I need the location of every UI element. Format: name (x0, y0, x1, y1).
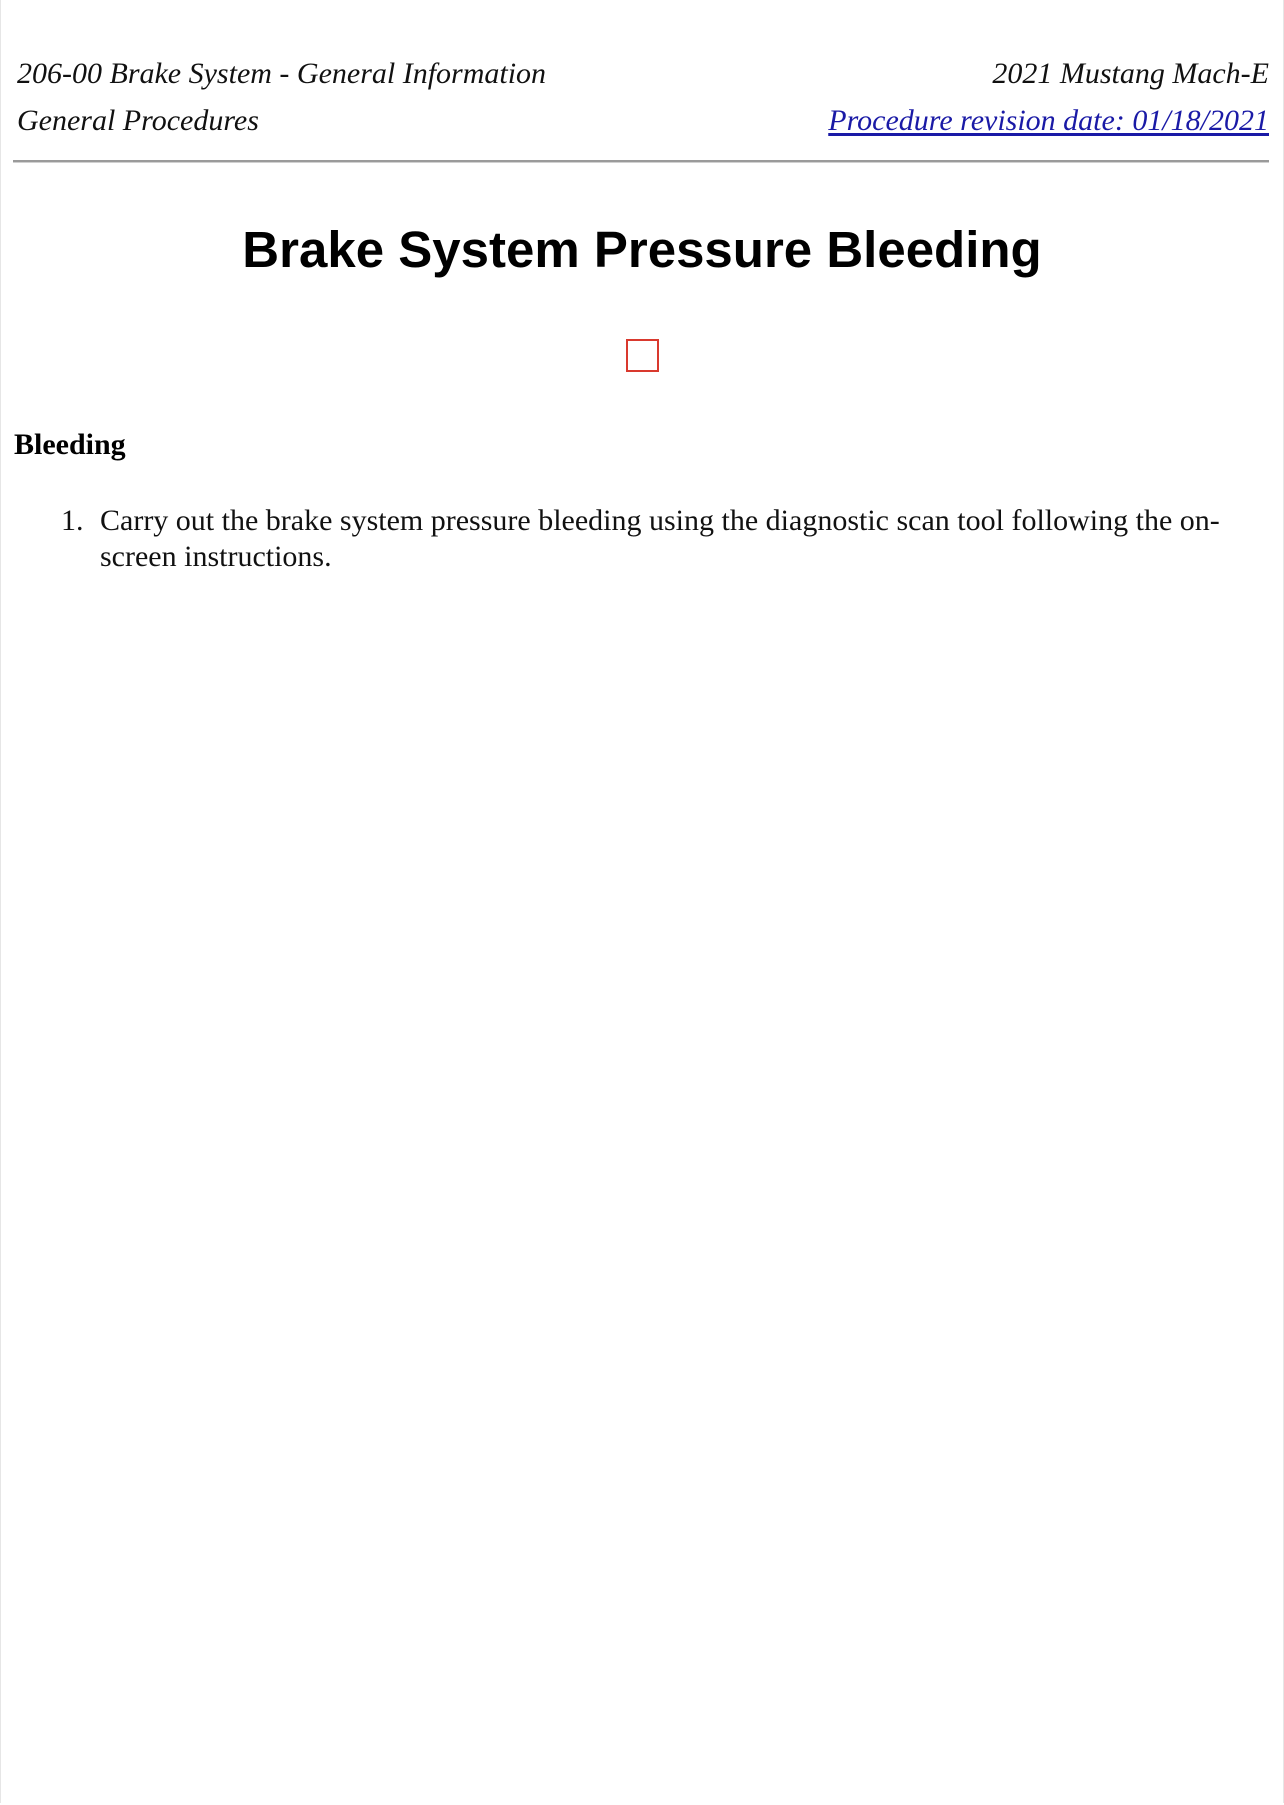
header-row-bottom (17, 97, 1269, 144)
revision-date-link[interactable]: Procedure revision date: 01/18/2021 (828, 104, 1269, 137)
vehicle-model: 2021 Mustang Mach-E (992, 57, 1269, 90)
header-divider (13, 160, 1269, 162)
section-title: 206-00 Brake System - General Information (17, 57, 547, 90)
page-header (17, 50, 1269, 144)
missing-image-icon (626, 339, 659, 372)
procedure-steps (61, 503, 1233, 575)
step-number: 1. (61, 504, 84, 537)
procedure-category: General Procedures (17, 104, 259, 137)
step-text: Carry out the brake system pressure bleeding using the diagnostic scan tool following the on-screen instructions. (100, 504, 1220, 573)
section-heading-bleeding: Bleeding (14, 428, 126, 461)
header-row-top (17, 50, 1269, 97)
procedure-step (61, 503, 1233, 575)
page-title: Brake System Pressure Bleeding (242, 221, 1042, 278)
